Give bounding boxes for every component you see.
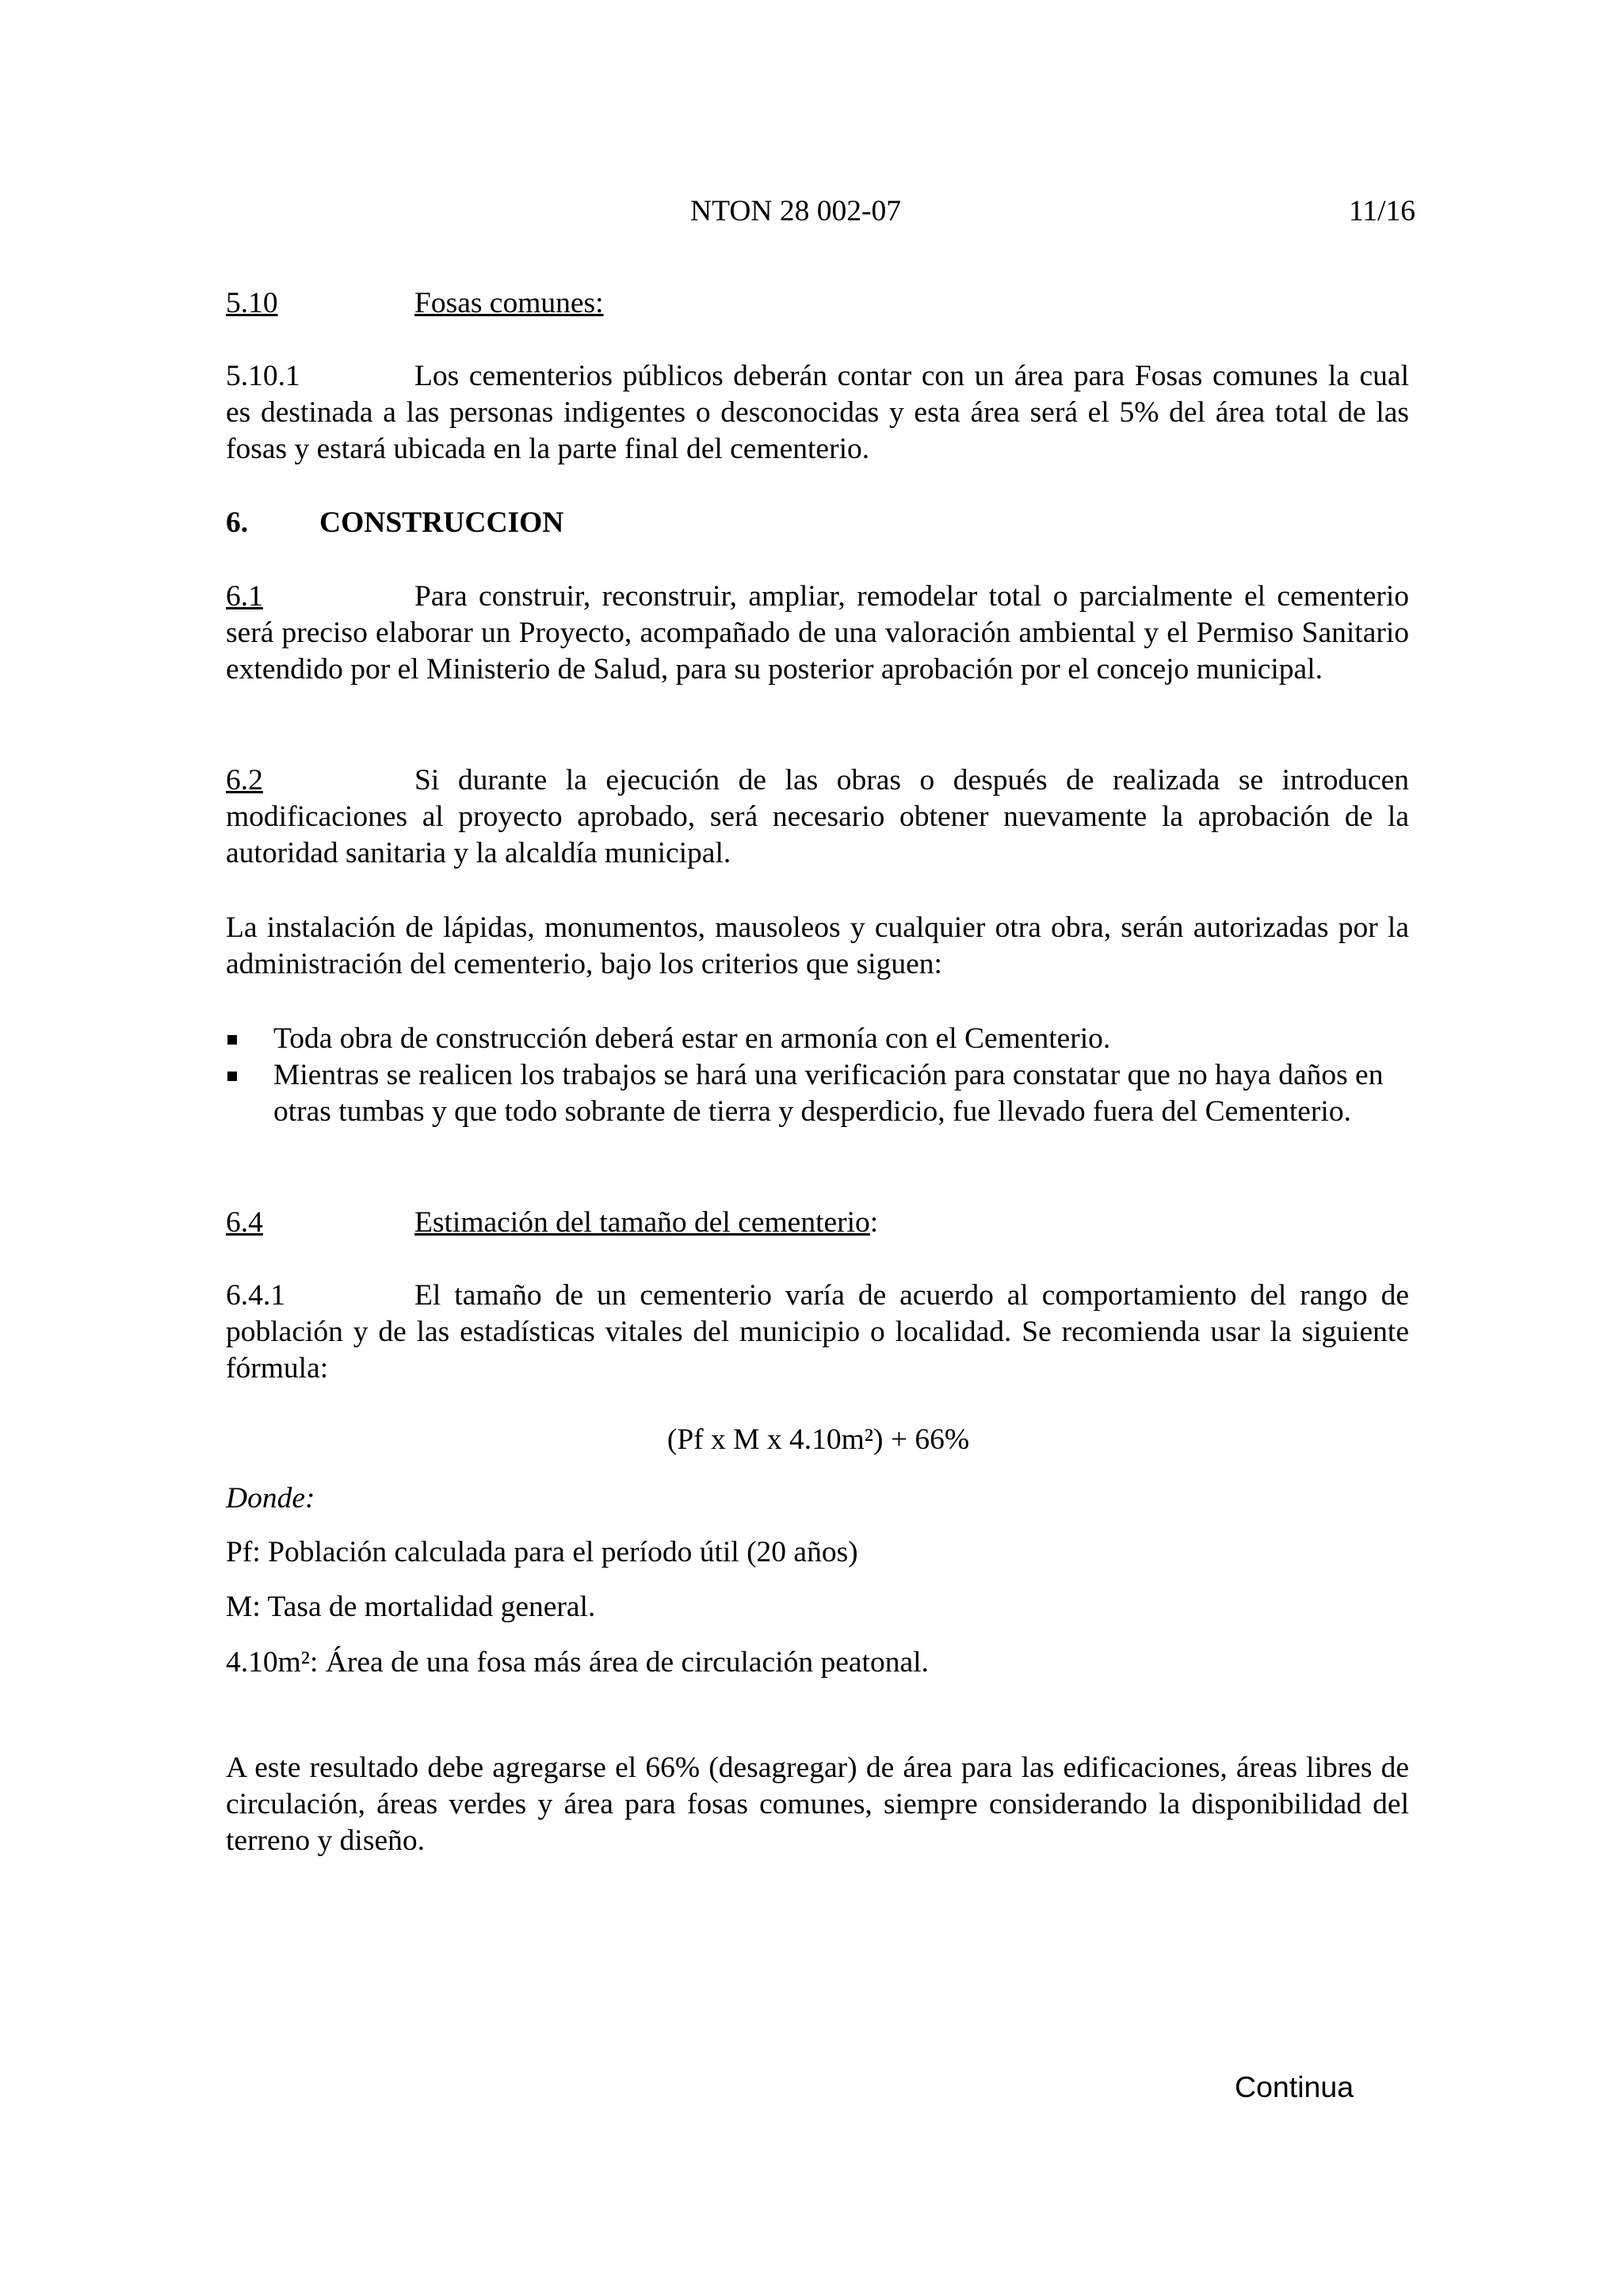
square-bullet-icon (227, 1072, 237, 1081)
criteria-list (226, 1021, 1409, 1130)
page-number: 11/16 (1348, 195, 1415, 227)
section-6-2-text: Si durante la ejecución de las obras o después de realizada se introducen modificaciones al proyecto aprobado, será necesario obtener nuevamente la aprobación de la autoridad sanitaria y la alcaldía municipal. (226, 764, 1409, 869)
section-5-10-heading (226, 285, 1409, 322)
section-6-1-number: 6.1 (226, 580, 263, 613)
square-bullet-icon (227, 1035, 237, 1045)
criteria-text: Mientras se realicen los trabajos se hará una verificación para constatar que no haya daños en otras tumbas y que todo sobrante de tierra y desperdicio, fue llevado fuera del Cementerio. (273, 1059, 1384, 1128)
section-5-10-1-paragraph (226, 358, 1409, 468)
size-formula: (Pf x M x 4.10m²) + 66% (666, 1423, 970, 1456)
section-6-1-text: Para construir, reconstruir, ampliar, remodelar total o parcialmente el cementerio será preciso elaborar un Proyecto, acompañado de una valoración ambiental y el Permiso Sanitario extendido por el Ministerio de Salud, para su posterior aprobación por el concejo municipal. (226, 580, 1409, 686)
definition-pf: Pf: Población calculada para el período útil (20 años) (226, 1536, 858, 1568)
section-6-title: CONSTRUCCION (319, 506, 564, 539)
criteria-text: Toda obra de construcción deberá estar en armonía con el Cementerio. (273, 1022, 1111, 1055)
section-5-10-number: 5.10 (226, 287, 278, 319)
section-6-number: 6. (226, 506, 249, 539)
section-5-10-1-text: Los cementerios públicos deberán contar con un área para Fosas comunes la cual es destinada a las personas indigentes o desconocidas y esta área será el 5% del área total de las fosas y estará ubicada en la parte final del cementerio. (226, 360, 1409, 465)
section-5-10-title: Fosas comunes: (414, 287, 604, 319)
section-6-4-title: Estimación del tamaño del cementerio (414, 1206, 870, 1239)
document-code: NTON 28 002-07 (690, 195, 901, 227)
section-6-heading (226, 505, 1409, 541)
list-item (226, 1021, 1409, 1057)
closing-paragraph: A este resultado debe agregarse el 66% (desagregar) de área para las edificaciones, áreas libres de circulación, áreas verdes y área para fosas comunes, siempre considerando la disponibilidad del terreno y diseño. (226, 1752, 1409, 1857)
list-item (226, 1057, 1409, 1130)
installation-intro: La instalación de lápidas, monumentos, mausoleos y cualquier otra obra, serán autorizadas por la administración del cementerio, bajo los criterios que siguen: (226, 911, 1409, 980)
section-6-4-number: 6.4 (226, 1206, 263, 1239)
section-6-2-paragraph (226, 762, 1409, 872)
definition-area: 4.10m²: Área de una fosa más área de circulación peatonal. (226, 1646, 929, 1679)
definition-m: M: Tasa de mortalidad general. (226, 1591, 596, 1623)
section-6-2-number: 6.2 (226, 764, 263, 797)
section-6-4-1-number: 6.4.1 (226, 1279, 285, 1312)
donde-label: Donde: (226, 1482, 315, 1515)
section-6-4-1-paragraph (226, 1278, 1409, 1387)
section-6-4-colon: : (869, 1206, 879, 1239)
section-6-4-heading (226, 1205, 1409, 1241)
continua-footer: Continua (1235, 2070, 1354, 2103)
section-5-10-1-number: 5.10.1 (226, 360, 300, 392)
section-6-1-paragraph (226, 579, 1409, 688)
section-6-4-1-text: El tamaño de un cementerio varía de acuerdo al comportamiento del rango de población y de las estadísticas vitales del municipio o localidad. Se recomienda usar la siguiente fórmula: (226, 1279, 1409, 1385)
